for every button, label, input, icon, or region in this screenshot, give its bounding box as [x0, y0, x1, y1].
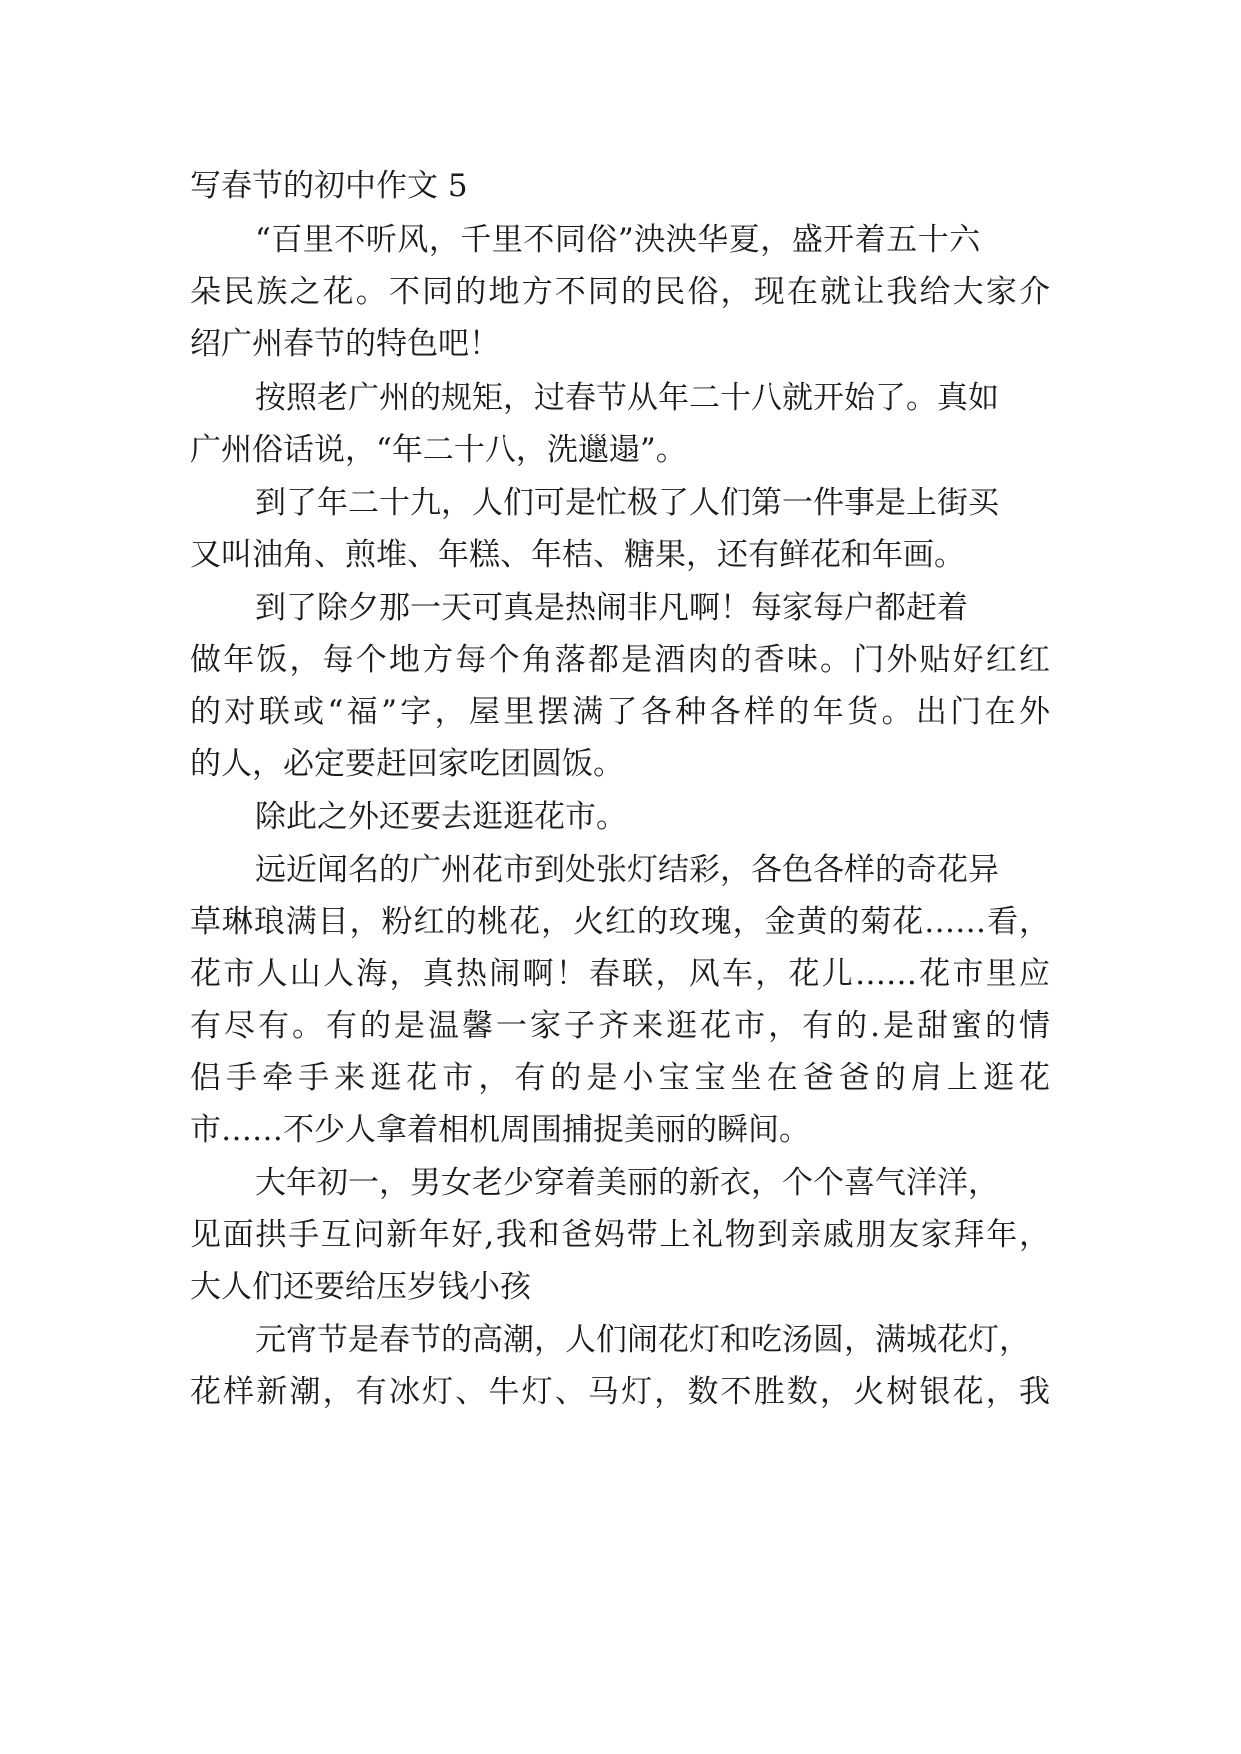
paragraph-line: 的人，必定要赶回家吃团圆饭。 [190, 746, 624, 782]
paragraph-line: 大年初一，男女老少穿着美丽的新衣，个个喜气洋洋， [255, 1165, 999, 1201]
document-title: 写春节的初中作文 5 [190, 168, 468, 204]
paragraph-line: 广州俗话说，“年二十八，洗邋遢”。 [190, 432, 687, 468]
paragraph-line: 草琳琅满目，粉红的桃花，火红的玫瑰，金黄的菊花……看， [190, 904, 1050, 940]
paragraph-line: 除此之外还要去逛逛花市。 [255, 799, 627, 835]
paragraph-line: 元宵节是春节的高潮，人们闹花灯和吃汤圆，满城花灯， [255, 1322, 1030, 1358]
paragraph-line: 朵民族之花。不同的地方不同的民俗，现在就让我给大家介 [190, 274, 1050, 310]
paragraph-line: 又叫油角、煎堆、年糕、年桔、糖果，还有鲜花和年画。 [190, 537, 965, 573]
paragraph-line: 市……不少人拿着相机周围捕捉美丽的瞬间。 [190, 1112, 810, 1148]
paragraph-line: “百里不听风，千里不同俗”泱泱华夏，盛开着五十六 [255, 222, 981, 258]
paragraph-line: 到了年二十九，人们可是忙极了人们第一件事是上街买 [255, 485, 999, 521]
paragraph-line: 做年饭，每个地方每个角落都是酒肉的香味。门外贴好红红 [190, 642, 1050, 678]
paragraph-line: 花市人山人海，真热闹啊！春联，风车，花儿……花市里应 [190, 956, 1050, 992]
paragraph-line: 侣手牵手来逛花市，有的是小宝宝坐在爸爸的肩上逛花 [190, 1060, 1050, 1096]
paragraph-line: 按照老广州的规矩，过春节从年二十八就开始了。真如 [255, 380, 999, 416]
paragraph-line: 见面拱手互问新年好,我和爸妈带上礼物到亲戚朋友家拜年， [190, 1217, 1050, 1253]
paragraph-line: 远近闻名的广州花市到处张灯结彩，各色各样的奇花异 [255, 852, 999, 888]
paragraph-line: 绍广州春节的特色吧！ [190, 326, 500, 362]
paragraph-line: 有尽有。有的是温馨一家子齐来逛花市，有的.是甜蜜的情 [190, 1008, 1050, 1044]
paragraph-line: 大人们还要给压岁钱小孩 [190, 1269, 531, 1305]
paragraph-line: 花样新潮，有冰灯、牛灯、马灯，数不胜数，火树银花，我 [190, 1374, 1050, 1410]
paragraph-line: 的对联或“福”字，屋里摆满了各种各样的年货。出门在外 [190, 694, 1050, 730]
paragraph-line: 到了除夕那一天可真是热闹非凡啊！每家每户都赶着 [255, 590, 968, 626]
